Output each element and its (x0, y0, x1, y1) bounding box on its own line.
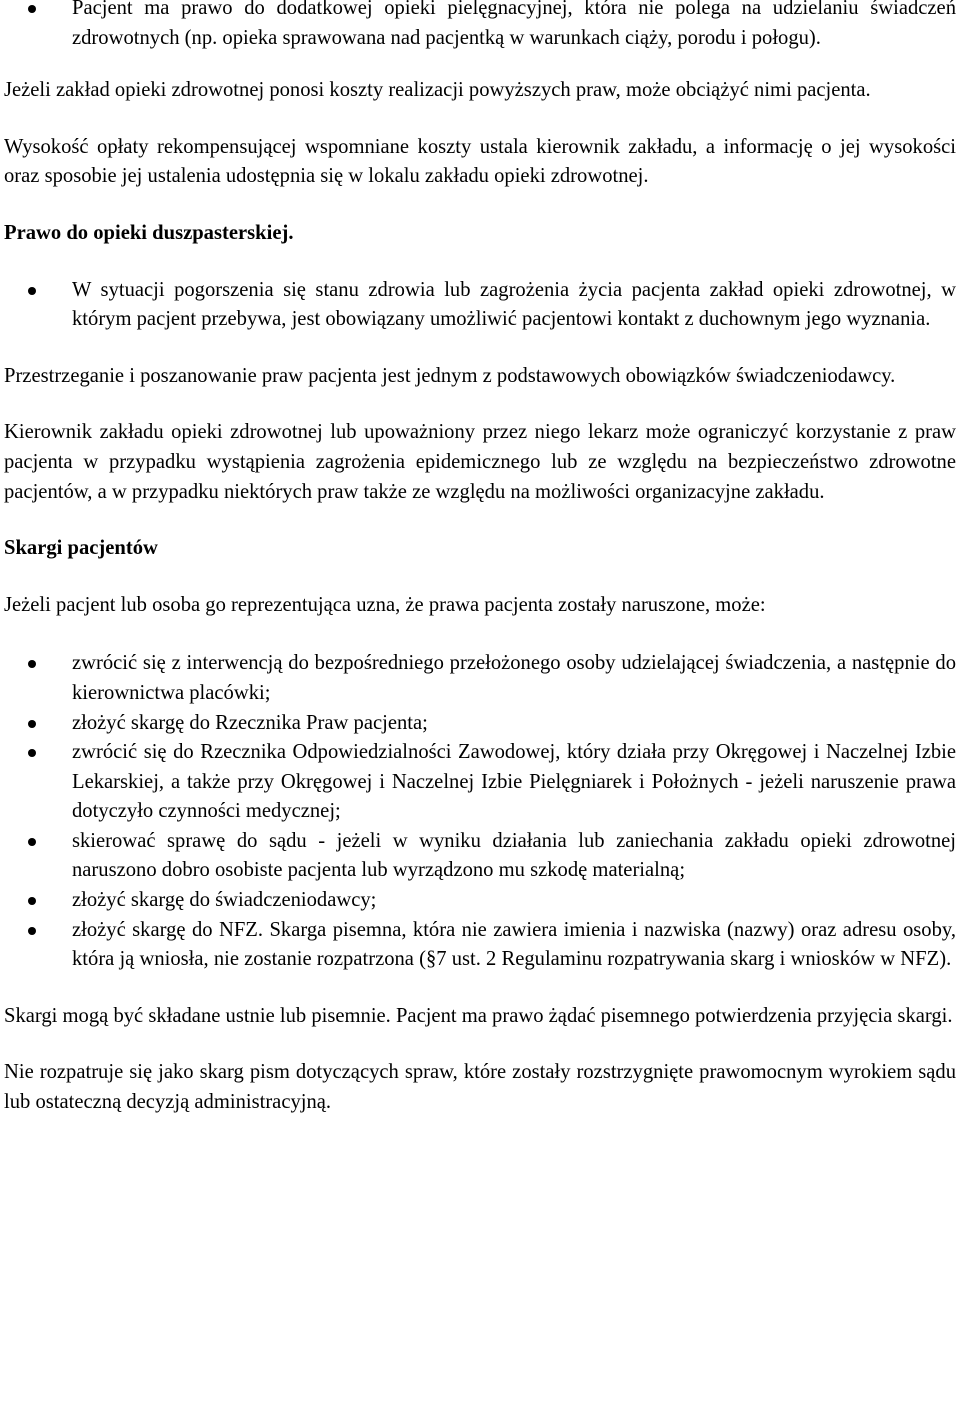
bullet-icon (28, 749, 36, 757)
list-item-text: zwrócić się do Rzecznika Odpowiedzialności Zawodowej, który działa przy Okręgowej i Naczelnej Izbie Lekarskiej, a także przy Okręgowej i Naczelnej Izbie Pielęgniarek i Położnych - jeżeli naruszenie prawa dotyczyło czynności medycznej; (72, 741, 956, 823)
list-item-text: W sytuacji pogorszenia się stanu zdrowia lub zagrożenia życia pacjenta zakład opieki zdrowotnej, w którym pacjent przebywa, jest obowiązany umożliwić pacjentowi kontakt z duchownym jego wyznania. (72, 278, 956, 331)
paragraph-not-considered: Nie rozpatruje się jako skarg pism dotyczących spraw, które zostały rozstrzygnięte prawomocnym wyrokiem sądu lub ostateczną decyzją administracyjną. (4, 1061, 956, 1114)
paragraph-obligations: Przestrzeganie i poszanowanie praw pacjenta jest jednym z podstawowych obowiązków świadczeniodawcy. (4, 364, 896, 387)
paragraph-complaint-form: Skargi mogą być składane ustnie lub pisemnie. Pacjent ma prawo żądać pisemnego potwierdzenia przyjęcia skargi. (4, 1004, 953, 1027)
paragraph-complaint-intro: Jeżeli pacjent lub osoba go reprezentująca uzna, że prawa pacjenta zostały naruszone, może: (4, 593, 766, 616)
list-item (4, 916, 956, 975)
paragraph-fee: Wysokość opłaty rekompensującej wspomniane koszty ustala kierownik zakładu, a informację o jej wysokości oraz sposobie jej ustalenia udostępnia się w lokalu zakładu opieki zdrowotnej. (4, 135, 956, 188)
list-item (4, 276, 956, 335)
bullet-icon (28, 287, 36, 295)
document-page (4, 0, 956, 1118)
list-item (4, 709, 956, 739)
list-item (4, 738, 956, 827)
bullet-icon (28, 897, 36, 905)
paragraph-costs: Jeżeli zakład opieki zdrowotnej ponosi koszty realizacji powyższych praw, może obciążyć nimi pacjenta. (4, 79, 871, 102)
bullet-icon (28, 660, 36, 668)
bullet-list-complaint-options (4, 649, 956, 975)
heading-pastoral-care: Prawo do opieki duszpasterskiej. (4, 221, 294, 244)
bullet-icon (28, 838, 36, 846)
list-item (4, 886, 956, 916)
list-item-text: złożyć skargę do świadczeniodawcy; (72, 889, 377, 912)
list-item-text: skierować sprawę do sądu - jeżeli w wyniku działania lub zaniechania zakładu opieki zdrowotnej naruszono dobro osobiste pacjenta lub wyrządzono mu szkodę materialną; (72, 829, 956, 882)
list-item-text: Pacjent ma prawo do dodatkowej opieki pielęgnacyjnej, która nie polega na udzielaniu świadczeń zdrowotnych (np. opieka sprawowana nad pacjentką w warunkach ciąży, porodu i połogu). (72, 0, 956, 49)
bullet-icon (28, 720, 36, 728)
bullet-icon (28, 5, 36, 13)
heading-complaints: Skargi pacjentów (4, 537, 158, 560)
list-item-text: złożyć skargę do Rzecznika Praw pacjenta; (72, 711, 428, 734)
list-item-text: zwrócić się z interwencją do bezpośredniego przełożonego osoby udzielającej świadczenia, a następnie do kierownictwa placówki; (72, 652, 956, 704)
list-item (4, 827, 956, 886)
list-item (4, 0, 956, 53)
bullet-list-additional-care (4, 0, 956, 53)
paragraph-restrictions: Kierownik zakładu opieki zdrowotnej lub upoważniony przez niego lekarz może ograniczyć korzystanie z praw pacjenta w przypadku wystąpienia zagrożenia epidemicznego lub ze względu na bezpieczeństwo zdrowotne pacjentów, a w przypadku niektórych praw także ze względu na możliwości organizacyjne zakładu. (4, 421, 956, 503)
bullet-icon (28, 927, 36, 935)
list-item-text: złożyć skargę do NFZ. Skarga pisemna, która nie zawiera imienia i nazwiska (nazwy) oraz adresu osoby, która ją wniosła, nie zostanie rozpatrzona (§7 ust. 2 Regulaminu rozpatrywania skarg i wniosków w NFZ). (72, 918, 956, 971)
list-item (4, 649, 956, 708)
bullet-list-pastoral-care (4, 276, 956, 335)
